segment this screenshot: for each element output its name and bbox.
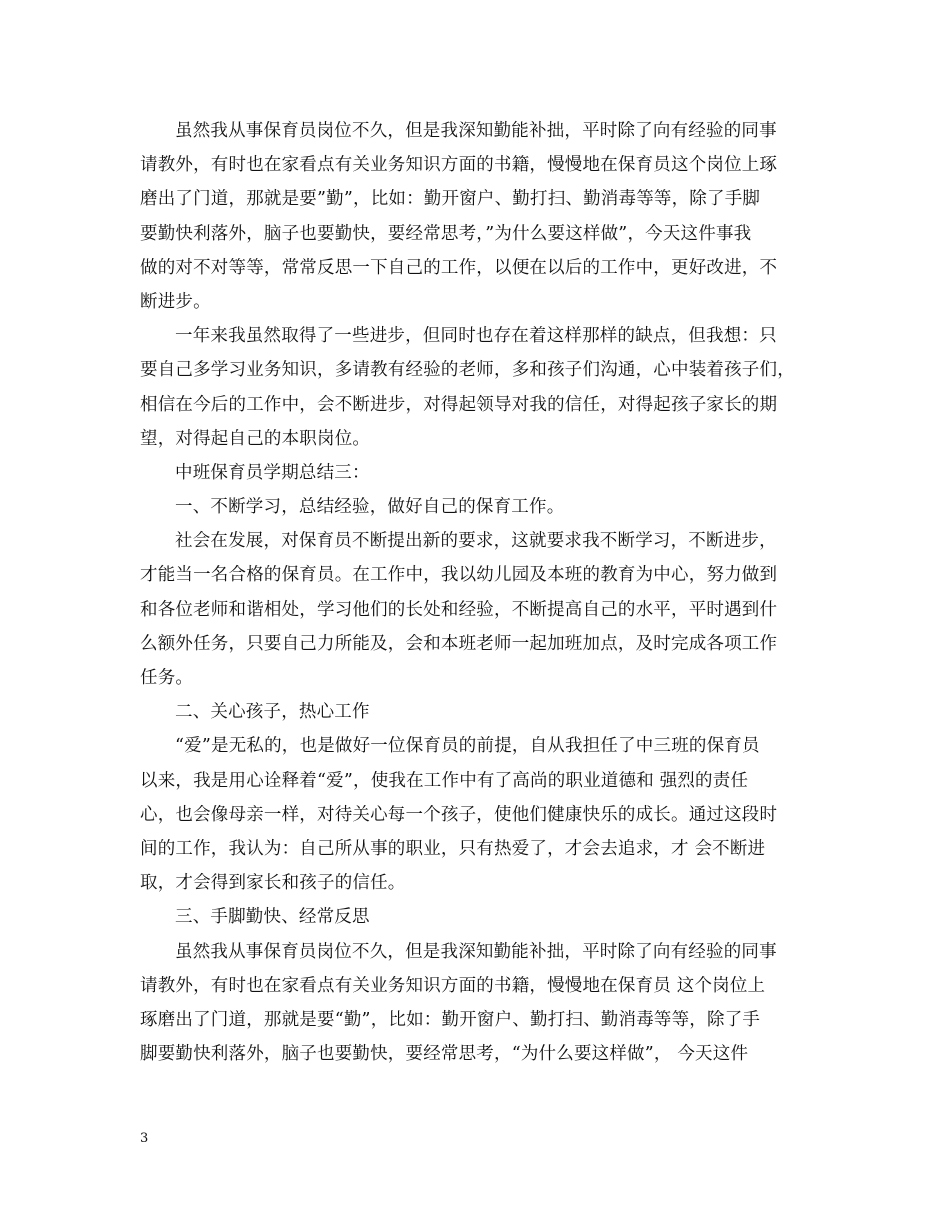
text-line: 望，对得起自己的本职岗位。 bbox=[140, 428, 371, 449]
section-heading: 一、不断学习，总结经验，做好自己的保育工作。 bbox=[175, 497, 565, 518]
text-line: 要勤快利落外，脑子也要勤快，要经常思考，”为什么要这样做”，今天这件事我 bbox=[140, 223, 752, 244]
text-line: “爱”是无私的，也是做好一位保育员的前提，自从我担任了中三班的保育员 bbox=[175, 736, 760, 757]
text-line: 取，才会得到家长和孩子的信任。 bbox=[140, 873, 406, 894]
text-line: 心，也会像母亲一样，对待关心每一个孩子，使他们健康快乐的成长。通过这段时 bbox=[140, 804, 778, 825]
text-line: 社会在发展，对保育员不断提出新的要求，这就要求我不断学习，不断进步， bbox=[175, 531, 777, 552]
text-line: 断进步。 bbox=[140, 291, 211, 312]
text-line: 以来，我是用心诠释着“爱”，使我在工作中有了高尚的职业道德和 强烈的责任 bbox=[140, 770, 749, 791]
text-line: 和各位老师和谐相处，学习他们的长处和经验，不断提高自己的水平，平时遇到什 bbox=[140, 599, 778, 620]
text-line: 脚要勤快利落外，脑子也要勤快，要经常思考，“为什么要这样做”， 今天这件 bbox=[140, 1044, 749, 1065]
text-line: 才能当一名合格的保育员。在工作中，我以幼儿园及本班的教育为中心，努力做到 bbox=[140, 565, 778, 586]
text-line: 请教外，有时也在家看点有关业务知识方面的书籍，慢慢地在保育员这个岗位上琢 bbox=[140, 155, 778, 176]
text-line: 间的工作，我认为：自己所从事的职业，只有热爱了，才会去追求，才 会不断进 bbox=[140, 838, 766, 859]
text-line: 琢磨出了门道，那就是要“勤”，比如：勤开窗户、勤打扫、勤消毒等等，除了手 bbox=[140, 1009, 761, 1030]
text-line: 任务。 bbox=[140, 668, 194, 688]
section-heading: 二、关心孩子，热心工作 bbox=[175, 702, 370, 723]
document-body bbox=[140, 114, 815, 1071]
text-line: 相信在今后的工作中，会不断进步，对得起领导对我的信任，对得起孩子家长的期 bbox=[140, 394, 778, 415]
text-line: 么额外任务，只要自己力所能及，会和本班老师一起加班加点，及时完成各项工作 bbox=[140, 633, 778, 654]
text-line: 磨出了门道，那就是要”勤”，比如：勤开窗户、勤打扫、勤消毒等等，除了手脚 bbox=[140, 189, 761, 210]
text-line: 要自己多学习业务知识，多请教有经验的老师，多和孩子们沟通，心中装着孩子们， bbox=[140, 360, 795, 381]
text-line: 做的对不对等等，常常反思一下自己的工作，以便在以后的工作中，更好改进，不 bbox=[140, 257, 778, 278]
section-heading: 中班保育员学期总结三： bbox=[175, 462, 370, 483]
section-heading: 三、手脚勤快、经常反思 bbox=[175, 907, 370, 928]
text-line: 请教外，有时也在家看点有关业务知识方面的书籍，慢慢地在保育员 这个岗位上 bbox=[140, 975, 766, 996]
page-number: 3 bbox=[140, 1131, 149, 1146]
text-line: 虽然我从事保育员岗位不久，但是我深知勤能补拙，平时除了向有经验的同事 bbox=[175, 121, 777, 141]
text-line: 一年来我虽然取得了一些进步，但同时也存在着这样那样的缺点，但我想：只 bbox=[175, 326, 777, 347]
text-line: 虽然我从事保育员岗位不久，但是我深知勤能补拙，平时除了向有经验的同事 bbox=[175, 941, 777, 962]
